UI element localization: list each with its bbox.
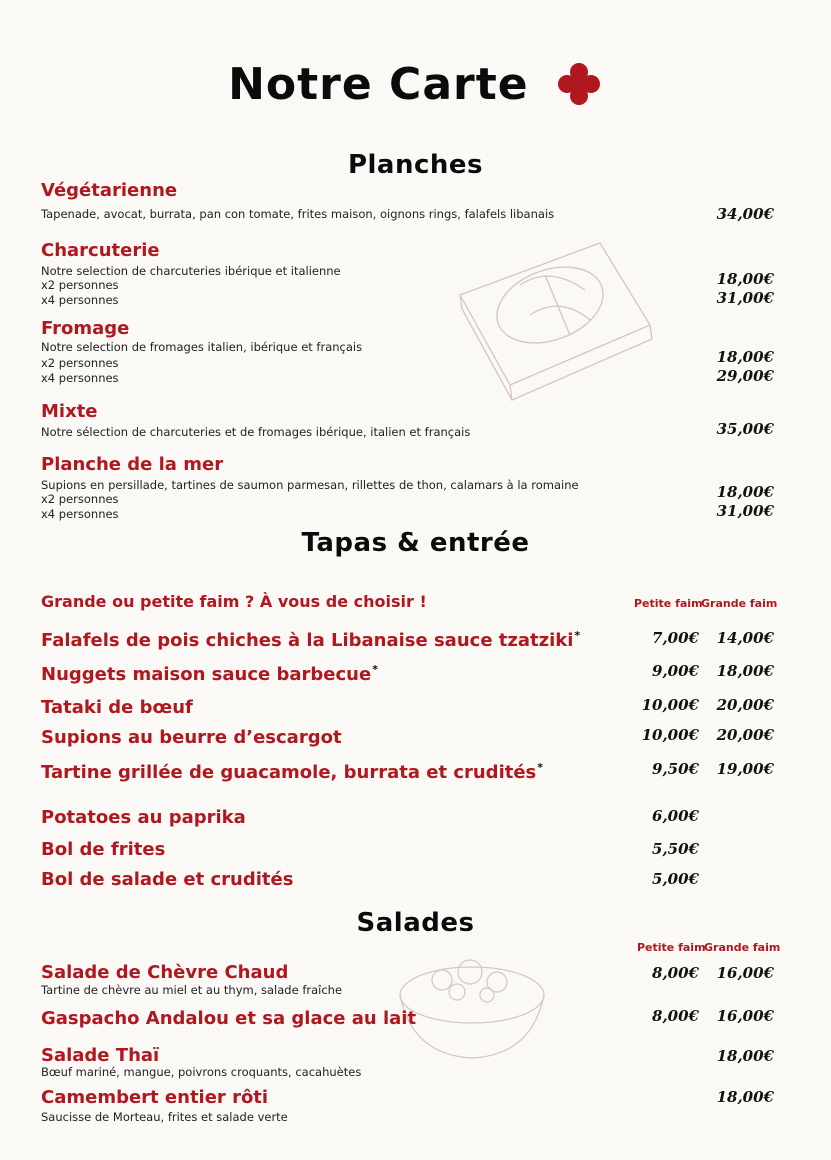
planche-mixte-desc: Notre sélection de charcuteries et de fromages ibérique, italien et français (41, 425, 471, 439)
tapas-nuggets-large-price: 18,00€ (716, 662, 774, 680)
salade-chevre-small-price: 8,00€ (652, 964, 699, 982)
tapas-tartine-name: Tartine grillée de guacamole, burrata et crudités* (41, 761, 544, 783)
planche-mer-desc: Supions en persillade, tartines de saumon parmesan, rillettes de thon, calamars à la romaine (41, 478, 579, 492)
side-frites-name: Bol de frites (41, 839, 166, 860)
planche-fromage-name: Fromage (41, 318, 130, 339)
side-potatoes-price: 6,00€ (652, 807, 699, 825)
salade-chevre-large-price: 16,00€ (716, 964, 774, 982)
tapas-tataki-name: Tataki de bœuf (41, 697, 193, 718)
tapas-supions-large-price: 20,00€ (716, 726, 774, 744)
tapas-tartine-large-price: 19,00€ (716, 760, 774, 778)
planche-fromage-x4: x4 personnes (41, 371, 119, 385)
tapas-col-large-header: Grande faim (701, 597, 778, 610)
planche-charcuterie-price-x4: 31,00€ (716, 289, 774, 307)
salade-thai-price: 18,00€ (716, 1047, 774, 1065)
planche-mer-x4: x4 personnes (41, 507, 119, 521)
planche-charcuterie-price-x2: 18,00€ (716, 270, 774, 288)
salade-thai-desc: Bœuf mariné, mangue, poivrons croquants, cacahuètes (41, 1065, 362, 1079)
planche-fromage-x2: x2 personnes (41, 356, 119, 370)
salade-chevre-desc: Tartine de chèvre au miel et au thym, salade fraîche (41, 983, 343, 997)
planche-fromage-price-x2: 18,00€ (716, 348, 774, 366)
tapas-tartine-small-price: 9,50€ (652, 760, 699, 778)
section-salades-heading: Salades (356, 908, 475, 938)
menu-title-text: Notre Carte (228, 58, 529, 110)
planche-fromage-price-x4: 29,00€ (716, 367, 774, 385)
salade-thai-name: Salade Thaï (41, 1045, 160, 1066)
planche-charcuterie-name: Charcuterie (41, 240, 160, 261)
camembert-price: 18,00€ (716, 1088, 774, 1106)
salade-chevre-name: Salade de Chèvre Chaud (41, 962, 289, 983)
tapas-supions-name: Supions au beurre d’escargot (41, 727, 342, 748)
planche-vegetarienne-name: Végétarienne (41, 180, 178, 201)
planche-mer-x2: x2 personnes (41, 492, 119, 506)
planche-mer-price-x2: 18,00€ (716, 483, 774, 501)
planche-mer-price-x4: 31,00€ (716, 502, 774, 520)
red-clover-icon (555, 60, 603, 108)
tapas-nuggets-name: Nuggets maison sauce barbecue* (41, 663, 378, 685)
tapas-nuggets-small-price: 9,00€ (652, 662, 699, 680)
salades-col-large-header: Grande faim (704, 941, 781, 954)
tapas-falafels-name: Falafels de pois chiches à la Libanaise sauce tzatziki* (41, 629, 581, 651)
section-planches-heading: Planches (347, 150, 484, 180)
gaspacho-small-price: 8,00€ (652, 1007, 699, 1025)
tapas-col-small-header: Petite faim (634, 597, 703, 610)
side-frites-price: 5,50€ (652, 840, 699, 858)
planche-mixte-price: 35,00€ (716, 420, 774, 438)
planche-charcuterie-desc: Notre selection de charcuteries ibérique et italienne (41, 264, 341, 278)
tapas-supions-small-price: 10,00€ (641, 726, 699, 744)
planche-fromage-desc: Notre selection de fromages italien, ibérique et français (41, 340, 363, 354)
gaspacho-name: Gaspacho Andalou et sa glace au lait (41, 1008, 417, 1029)
gaspacho-large-price: 16,00€ (716, 1007, 774, 1025)
camembert-name: Camembert entier rôti (41, 1087, 269, 1108)
cheese-board-sketch (450, 235, 660, 410)
tapas-falafels-large-price: 14,00€ (716, 629, 774, 647)
section-tapas-heading: Tapas & entrée (301, 528, 530, 558)
tapas-prompt: Grande ou petite faim ? À vous de choisir ! (41, 592, 427, 611)
menu-title (0, 56, 831, 110)
salades-col-small-header: Petite faim (637, 941, 706, 954)
side-salade-name: Bol de salade et crudités (41, 869, 294, 890)
tapas-tataki-small-price: 10,00€ (641, 696, 699, 714)
planche-vegetarienne-desc: Tapenade, avocat, burrata, pan con tomate, frites maison, oignons rings, falafels libanais (41, 207, 555, 221)
side-salade-price: 5,00€ (652, 870, 699, 888)
planche-charcuterie-x4: x4 personnes (41, 293, 119, 307)
planche-mixte-name: Mixte (41, 401, 98, 422)
camembert-desc: Saucisse de Morteau, frites et salade verte (41, 1110, 288, 1124)
side-potatoes-name: Potatoes au paprika (41, 807, 246, 828)
tapas-tataki-large-price: 20,00€ (716, 696, 774, 714)
planche-charcuterie-x2: x2 personnes (41, 278, 119, 292)
tapas-falafels-small-price: 7,00€ (652, 629, 699, 647)
planche-mer-name: Planche de la mer (41, 454, 224, 475)
planche-vegetarienne-price: 34,00€ (716, 205, 774, 223)
